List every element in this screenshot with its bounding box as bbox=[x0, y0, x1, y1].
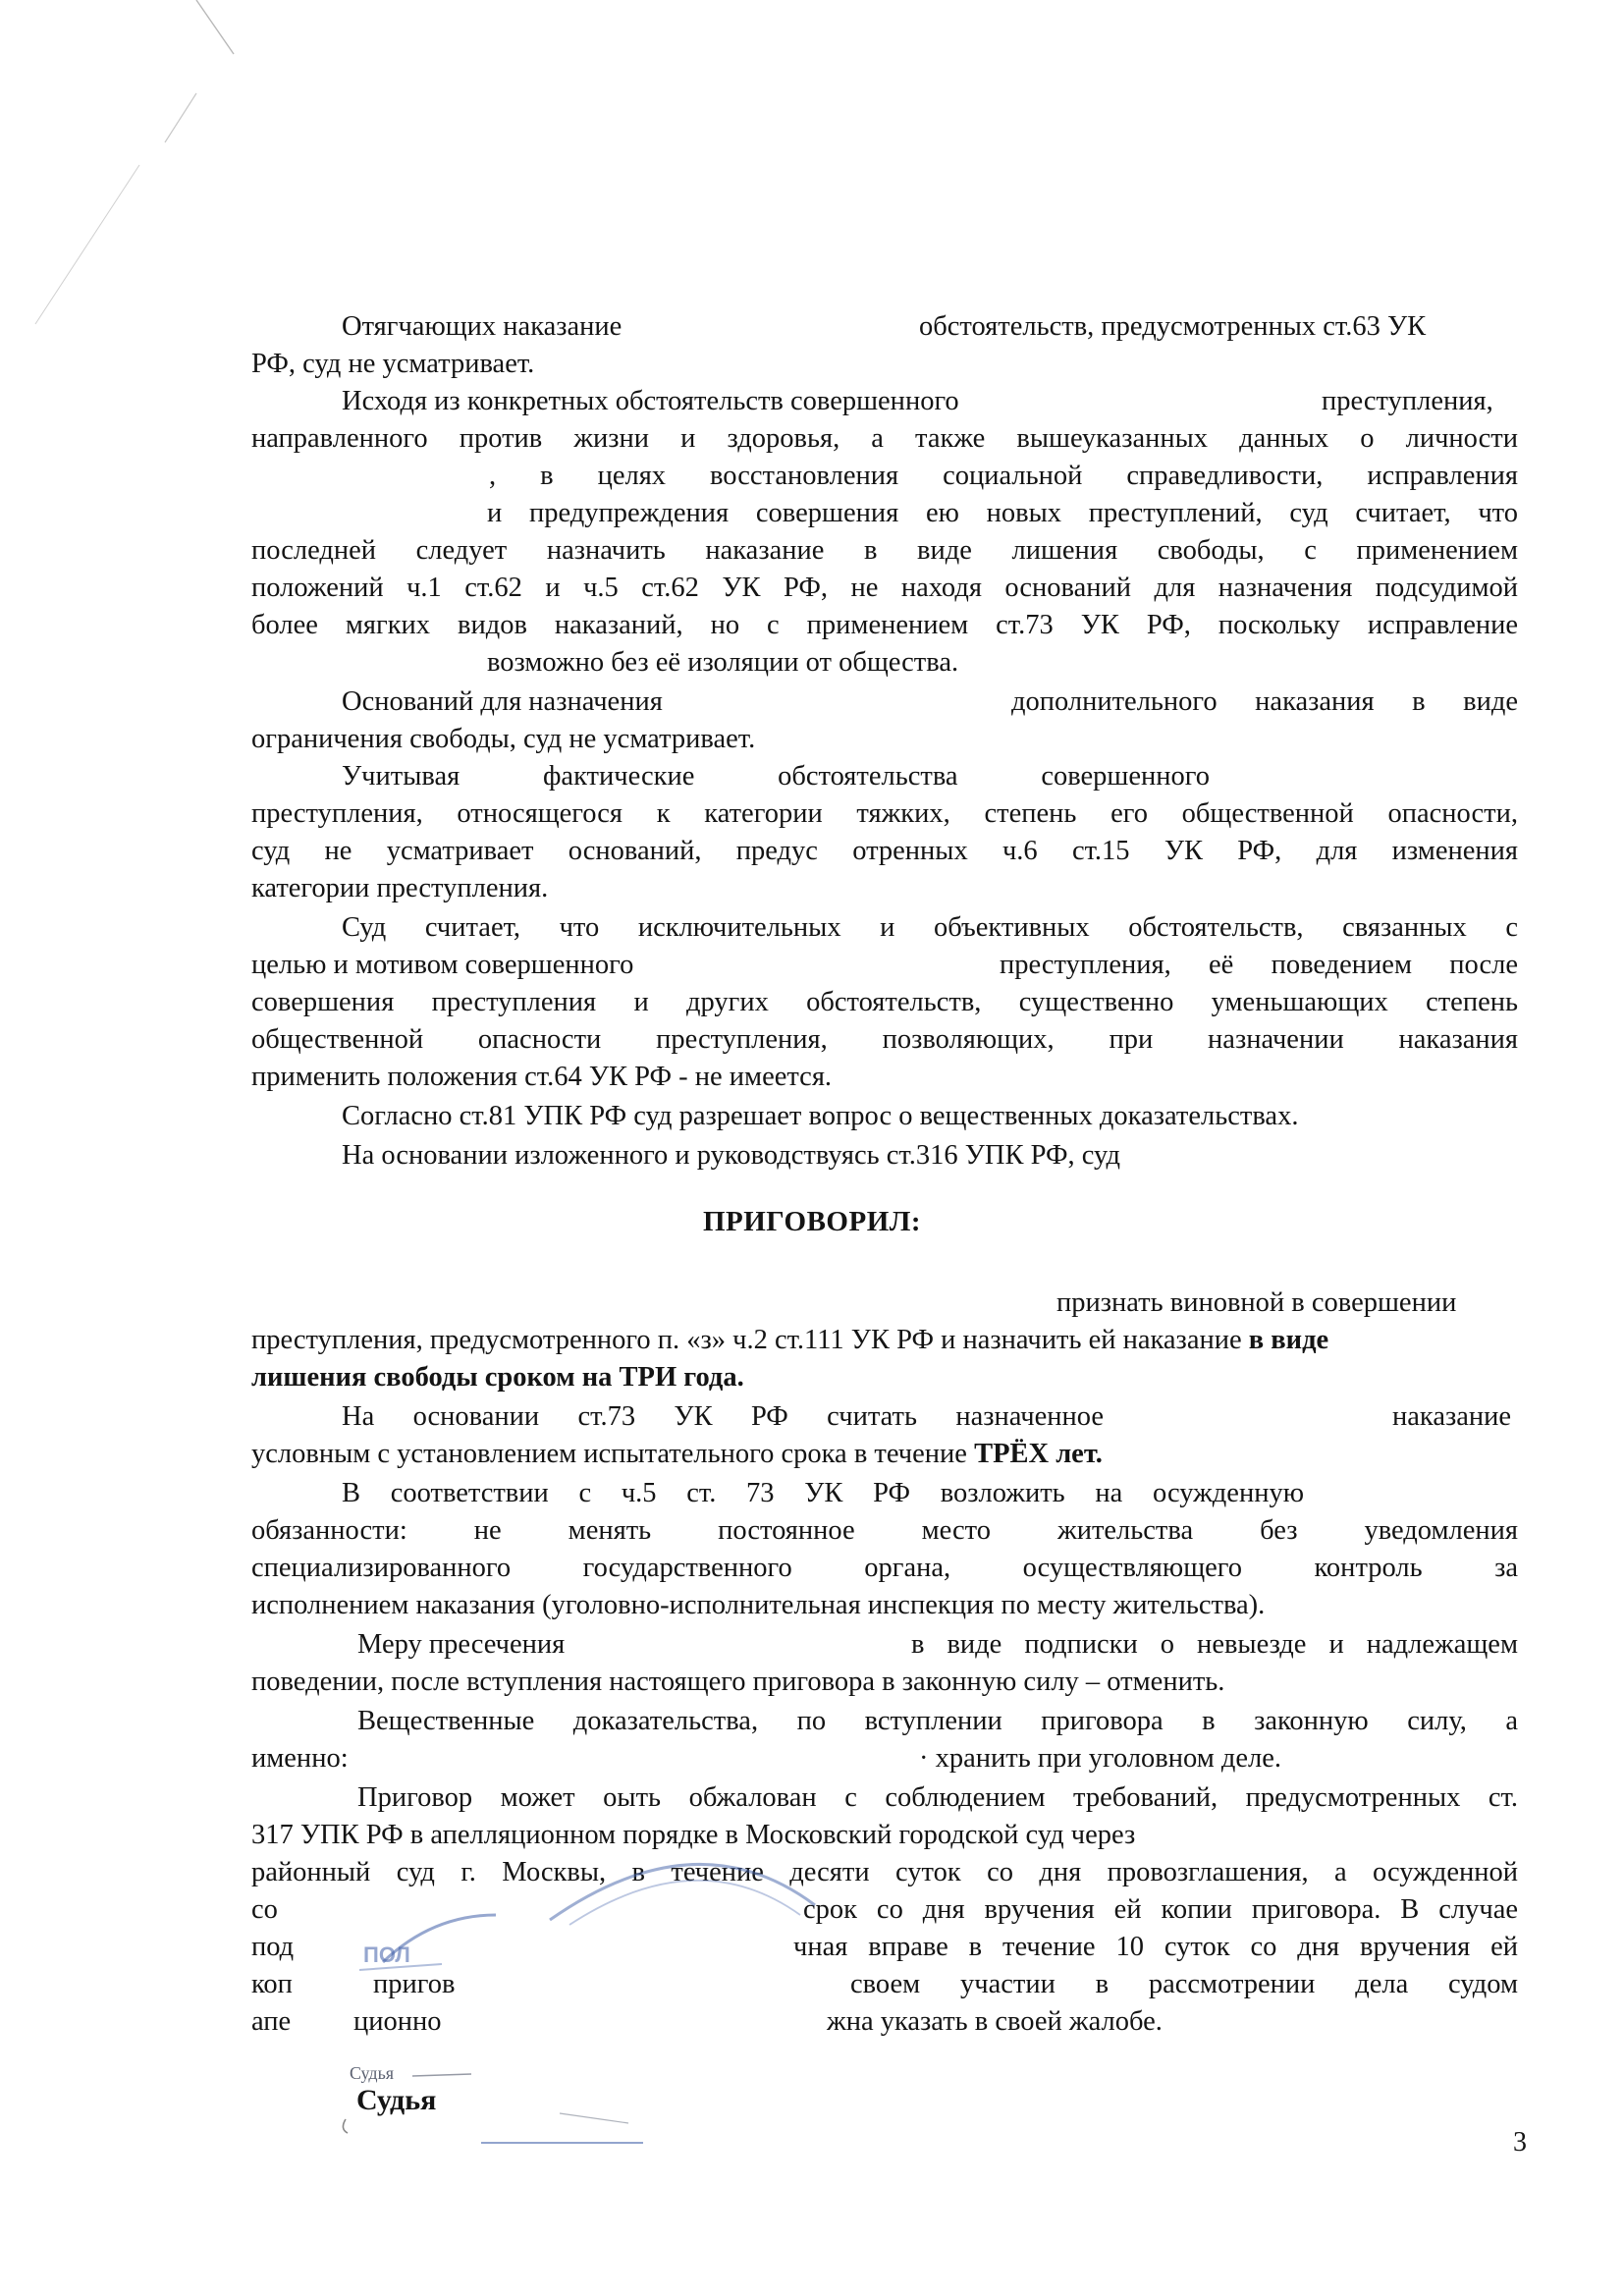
text-line: Приговор может оыть обжалован с соблюдением требований, предусмотренных ст. bbox=[357, 1782, 1518, 1813]
text-line: положений ч.1 ст.62 и ч.5 ст.62 УК РФ, не находя оснований для назначения подсудимой bbox=[251, 573, 1518, 603]
text-line: целью и мотивом совершенного bbox=[251, 950, 634, 980]
text-line: Меру пресечения bbox=[357, 1629, 566, 1660]
text-line: чная вправе в течение 10 суток со дня вручения ей bbox=[793, 1932, 1518, 1962]
text-line: Оснований для назначения bbox=[342, 686, 663, 717]
text-line: Вещественные доказательства, по вступлении приговора в законную силу, а bbox=[357, 1706, 1518, 1736]
verdict-heading: ПРИГОВОРИЛ: bbox=[702, 1206, 922, 1237]
text-line: жна указать в своей жалобе. bbox=[827, 2006, 1163, 2037]
text-line: преступления, предусмотренного п. «з» ч.2 ст.111 УК РФ и назначить ей наказание в виде bbox=[251, 1325, 1329, 1355]
text-line: совершения преступления и других обстоятельств, существенно уменьшающих степень bbox=[251, 987, 1518, 1017]
text-line: суд не усматривает оснований, предус отренных ч.6 ст.15 УК РФ, для изменения bbox=[251, 836, 1518, 866]
text-line: общественной опасности преступления, позволяющих, при назначении наказания bbox=[251, 1024, 1518, 1055]
text-line: последней следует назначить наказание в виде лишения свободы, с применением bbox=[251, 535, 1518, 566]
text-line: в виде подписки о невыезде и надлежащем bbox=[911, 1629, 1518, 1660]
text-line: со bbox=[251, 1894, 278, 1925]
text-line: обстоятельств, предусмотренных ст.63 УК bbox=[919, 311, 1427, 342]
text-line: и предупреждения совершения ею новых преступлений, суд считает, что bbox=[487, 498, 1518, 528]
text-line: Учитывая фактические обстоятельства совершенного bbox=[342, 761, 1210, 792]
text-line: Исходя из конкретных обстоятельств совершенного bbox=[342, 386, 959, 416]
page-number: 3 bbox=[1513, 2127, 1527, 2158]
text-line: условным с установлением испытательного срока в течение ТРЁХ лет. bbox=[251, 1439, 1103, 1469]
text-line: Суд считает, что исключительных и объективных обстоятельств, связанных с bbox=[342, 912, 1518, 943]
svg-text:ПОЛ: ПОЛ bbox=[363, 1942, 410, 1967]
text-line: районный суд г. Москвы, в течение десяти суток со дня провозглашения, а осужденной bbox=[251, 1857, 1518, 1887]
text-line: ционно bbox=[353, 2006, 442, 2037]
text-line: преступления, её поведением после bbox=[1000, 950, 1518, 980]
text-line: под bbox=[251, 1932, 295, 1962]
text-line: более мягких видов наказаний, но с применением ст.73 УК РФ, поскольку исправление bbox=[251, 610, 1518, 640]
judge-label-faint: Судья bbox=[350, 2063, 395, 2083]
text-line: категории преступления. bbox=[251, 873, 549, 903]
text-line: преступления, относящегося к категории тяжких, степень его общественной опасности, bbox=[251, 798, 1518, 829]
text-line: признать виновной в совершении bbox=[1056, 1287, 1457, 1318]
text-line: преступления, bbox=[1322, 386, 1493, 416]
text-line: возможно без её изоляции от общества. bbox=[487, 647, 959, 678]
text-line: своем участии в рассмотрении дела судом bbox=[850, 1969, 1518, 1999]
text-line: ограничения свободы, суд не усматривает. bbox=[251, 724, 756, 754]
text-line: В соответствии с ч.5 ст. 73 УК РФ возложить на осужденную bbox=[342, 1478, 1304, 1508]
text-line: РФ, суд не усматривает. bbox=[251, 349, 535, 379]
text-line: поведении, после вступления настоящего приговора в законную силу – отменить. bbox=[251, 1667, 1225, 1697]
judge-label: Судья bbox=[356, 2084, 437, 2116]
text-line: апе bbox=[251, 2006, 292, 2037]
text-line: пригов bbox=[373, 1969, 456, 1999]
text-line: исполнением наказания (уголовно-исполнительная инспекция по месту жительства). bbox=[251, 1590, 1266, 1620]
text-line: , в целях восстановления социальной справедливости, исправления bbox=[489, 461, 1518, 491]
text-line: направленного против жизни и здоровья, а также вышеуказанных данных о личности bbox=[251, 423, 1518, 454]
text-line: дополнительного наказания в виде bbox=[1011, 686, 1518, 717]
text-line: Согласно ст.81 УПК РФ суд разрешает вопрос о вещественных доказательствах. bbox=[342, 1101, 1299, 1131]
text-line: применить положения ст.64 УК РФ - не имеется. bbox=[251, 1062, 833, 1092]
text-line: срок со дня вручения ей копии приговора. В случае bbox=[803, 1894, 1518, 1925]
text-line: специализированного государственного органа, осуществляющего контроль за bbox=[251, 1553, 1518, 1583]
text-line: На основании изложенного и руководствуясь ст.316 УПК РФ, суд bbox=[342, 1140, 1120, 1171]
text-line: Отягчающих наказание bbox=[342, 311, 623, 342]
text-line: наказание bbox=[1392, 1401, 1512, 1432]
text-line: именно: bbox=[251, 1743, 349, 1774]
text-line: коп bbox=[251, 1969, 293, 1999]
text-line: · хранить при уголовном деле. bbox=[919, 1743, 1282, 1774]
text-line: 317 УПК РФ в апелляционном порядке в Московский городской суд через bbox=[251, 1820, 1136, 1850]
text-line: лишения свободы сроком на ТРИ года. bbox=[251, 1362, 744, 1393]
text-line: На основании ст.73 УК РФ считать назначенное bbox=[342, 1401, 1104, 1432]
text-line: обязанности: не менять постоянное место жительства без уведомления bbox=[251, 1515, 1518, 1546]
